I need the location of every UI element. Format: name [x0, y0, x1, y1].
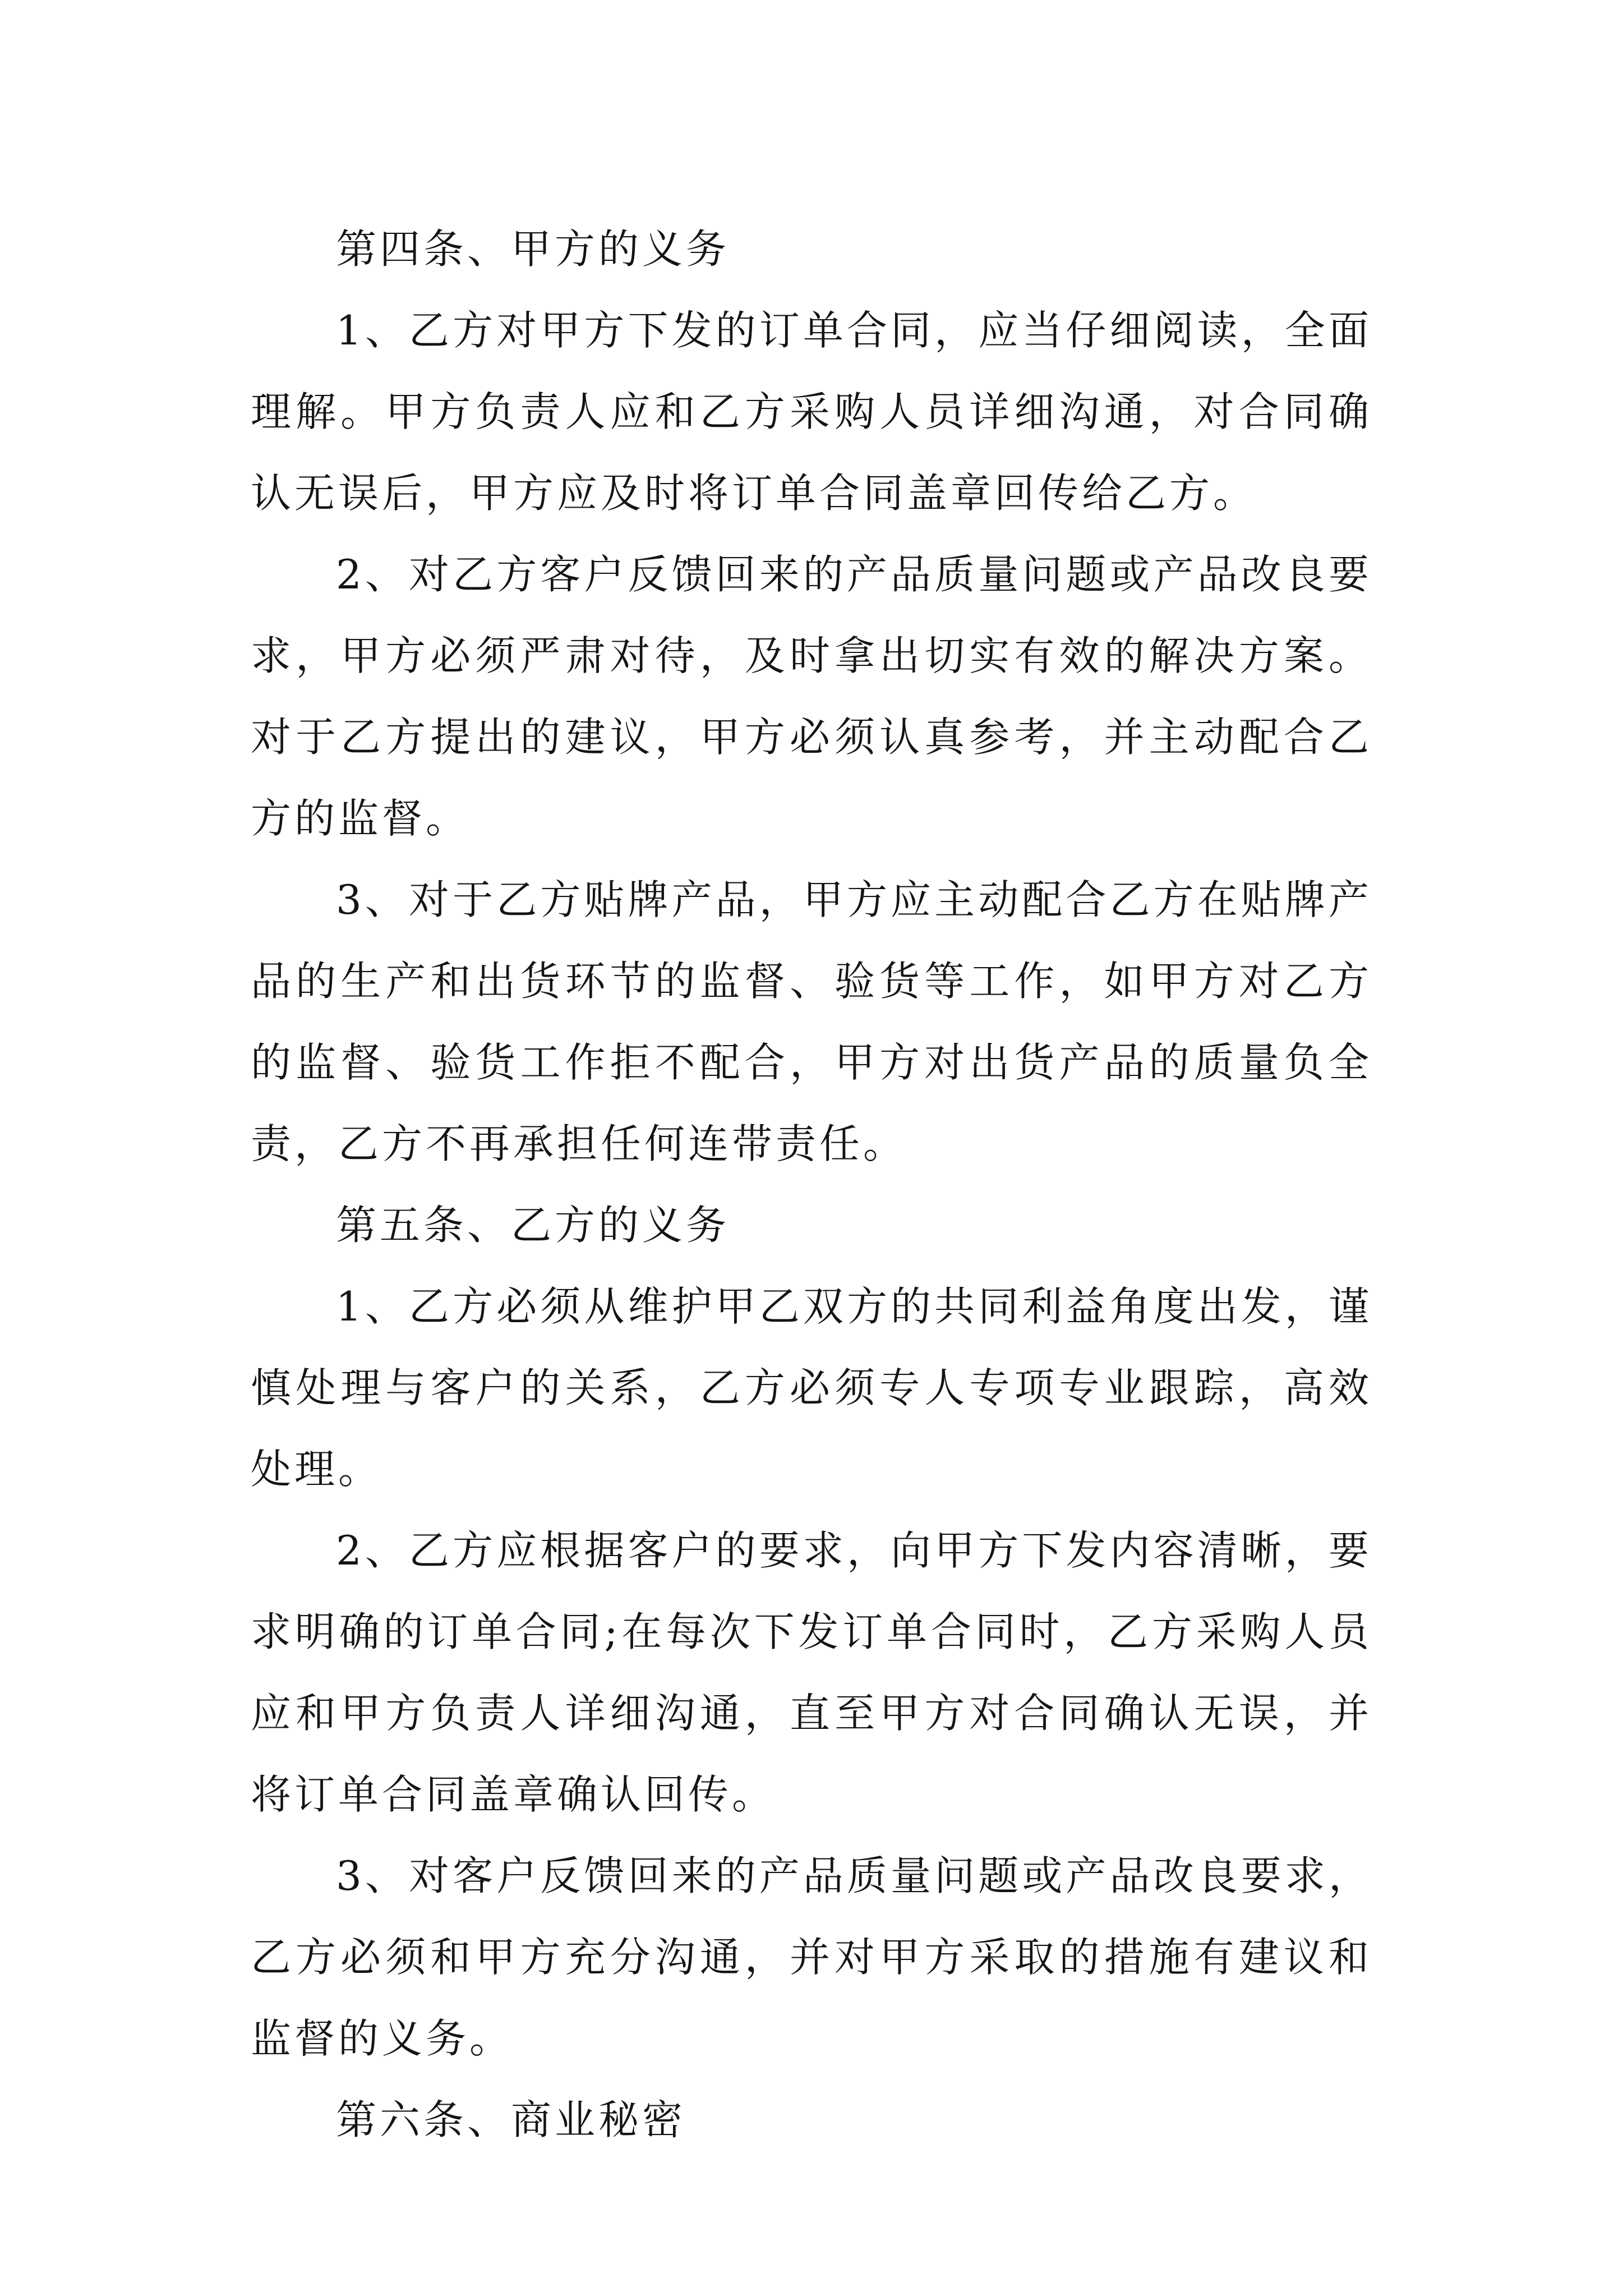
document-body [251, 209, 1372, 2161]
section-heading: 第四条、甲方的义务 [336, 226, 730, 273]
clause-paragraph: 1、乙方必须从维护甲乙双方的共同利益角度出发，谨慎处理与客户的关系，乙方必须专人专项专业跟踪，高效处理。 [251, 1283, 1372, 1493]
clause-paragraph: 3、对客户反馈回来的产品质量问题或产品改良要求，乙方必须和甲方充分沟通，并对甲方采取的措施有建议和监督的义务。 [251, 1852, 1372, 2062]
clause-paragraph: 1、乙方对甲方下发的订单合同，应当仔细阅读，全面理解。甲方负责人应和乙方采购人员详细沟通，对合同确认无误后，甲方应及时将订单合同盖章回传给乙方。 [251, 307, 1372, 517]
clause-paragraph: 3、对于乙方贴牌产品，甲方应主动配合乙方在贴牌产品的生产和出货环节的监督、验货等工作，如甲方对乙方的监督、验货工作拒不配合，甲方对出货产品的质量负全责，乙方不再承担任何连带责任。 [251, 876, 1372, 1167]
section-heading: 第六条、商业秘密 [336, 2096, 686, 2143]
section-heading: 第五条、乙方的义务 [336, 1202, 730, 1249]
clause-paragraph: 2、乙方应根据客户的要求，向甲方下发内容清晰，要求明确的订单合同;在每次下发订单合同时，乙方采购人员应和甲方负责人详细沟通，直至甲方对合同确认无误，并将订单合同盖章确认回传。 [251, 1527, 1372, 1818]
clause-paragraph: 2、对乙方客户反馈回来的产品质量问题或产品改良要求，甲方必须严肃对待，及时拿出切实有效的解决方案。对于乙方提出的建议，甲方必须认真参考，并主动配合乙方的监督。 [251, 551, 1372, 842]
